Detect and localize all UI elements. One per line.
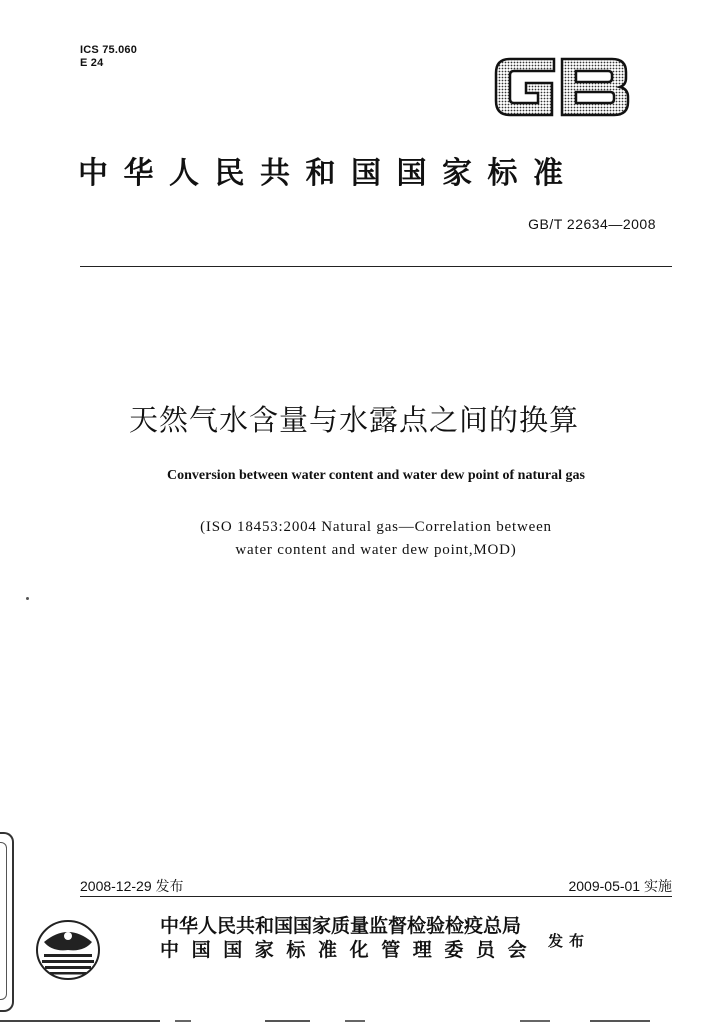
footer-divider [80,896,672,897]
document-title-english: Conversion between water content and water dew point of natural gas [167,468,585,483]
ics-code: ICS 75.060 [80,44,138,56]
national-standard-title: 中华人民共和国国家标准 [78,156,579,191]
scan-speck [26,597,29,600]
standard-code: GB/T 22634—2008 [528,216,656,232]
classification-codes [80,44,137,70]
class-code: E 24 [80,57,104,69]
gb-logo [492,55,632,119]
issue-date: 2008-12-29 发布 [80,878,184,894]
header-divider [80,266,672,267]
document-title-chinese: 天然气水含量与水露点之间的换算 [128,403,579,437]
national-emblem-icon [34,916,102,982]
iso-reference [0,516,708,562]
implementation-date: 2009-05-01 实施 [568,878,672,894]
iso-reference-line-2: water content and water dew point,MOD) [235,542,517,558]
iso-reference-line-1: (ISO 18453:2004 Natural gas—Correlation between [200,519,552,535]
binding-bracket-inner [0,842,7,1000]
issued-label: 发布 [548,932,591,950]
scan-edge-artifact [0,1018,708,1024]
publisher-line-1: 中华人民共和国国家质量监督检验检疫总局 [160,915,522,937]
publisher-line-2: 中国国家标准化管理委员会 [160,939,540,961]
publisher-block [160,914,539,962]
